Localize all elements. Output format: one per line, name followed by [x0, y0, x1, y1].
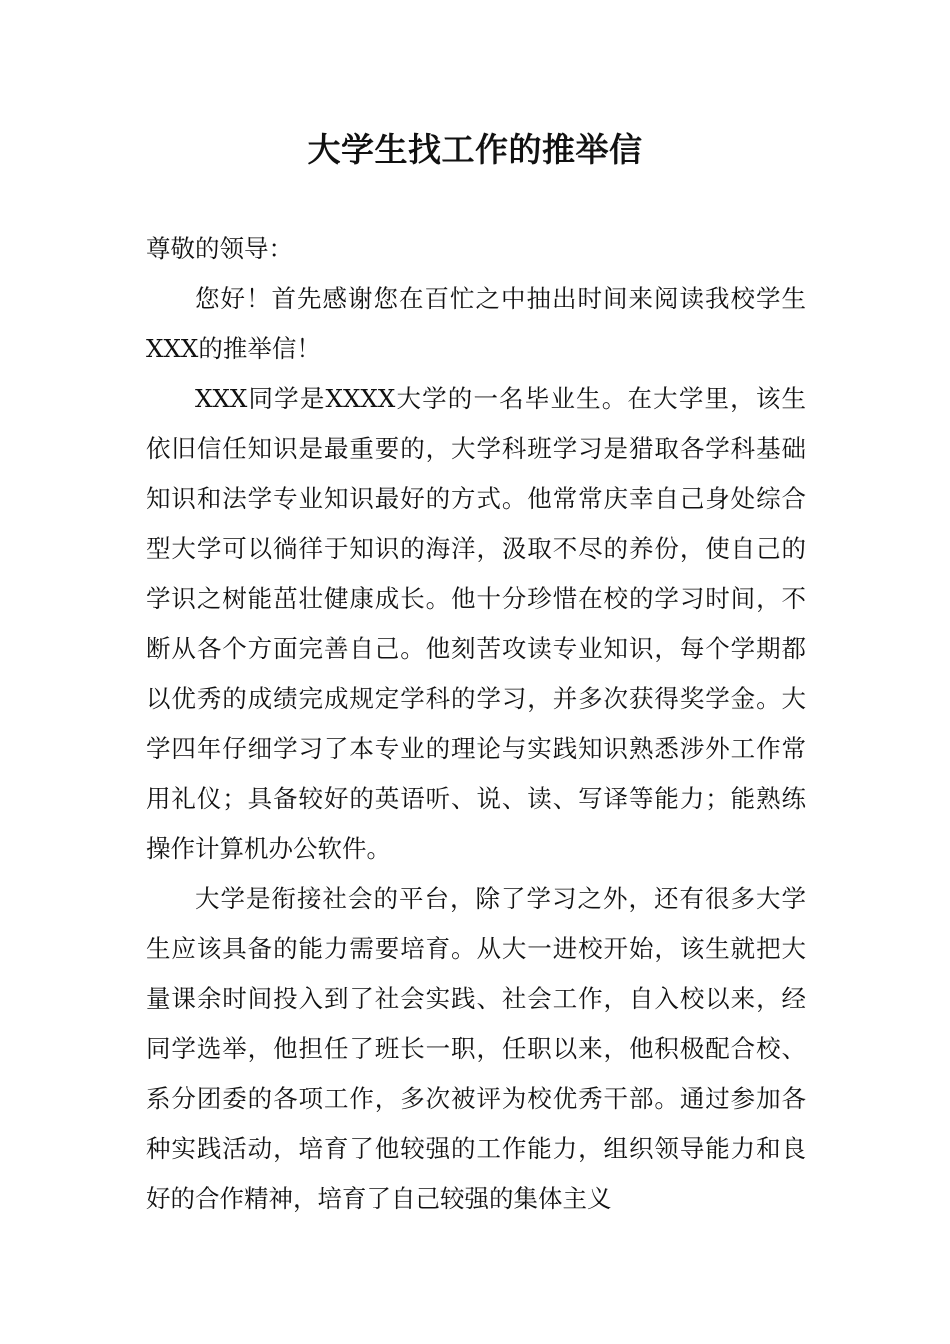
paragraph-activities: 大学是衔接社会的平台，除了学习之外，还有很多大学生应该具备的能力需要培育。从大一进校开始，该生就把大量课余时间投入到了社会实践、社会工作，自入校以来，经同学选举，他担任了班长一职，任职以来，他积极配合校、系分团委的各项工作，多次被评为校优秀干部。通过参加各种实践活动，培育了他较强的工作能力，组织领导能力和良好的合作精神，培育了自己较强的集体主义 — [146, 884, 806, 1213]
paragraph-academics: XXX同学是XXXX大学的一名毕业生。在大学里，该生依旧信任知识是最重要的，大学科班学习是猎取各学科基础知识和法学专业知识最好的方式。他常常庆幸自己身处综合型大学可以徜徉于知识的海洋，汲取不尽的养份，使自己的学识之树能茁壮健康成长。他十分珍惜在校的学习时间，不断从各个方面完善自己。他刻苦攻读专业知识，每个学期都以优秀的成绩完成规定学科的学习，并多次获得奖学金。大学四年仔细学习了本专业的理论与实践知识熟悉涉外工作常用礼仪；具备较好的英语听、说、读、写译等能力；能熟练操作计算机办公软件。 — [146, 384, 806, 863]
paragraph-greeting: 您好！首先感谢您在百忙之中抽出时间来阅读我校学生XXX的推举信！ — [146, 284, 806, 363]
letter-body — [146, 224, 806, 1224]
salutation: 尊敬的领导： — [146, 234, 293, 263]
document-title: 大学生找工作的推举信 — [307, 130, 643, 169]
